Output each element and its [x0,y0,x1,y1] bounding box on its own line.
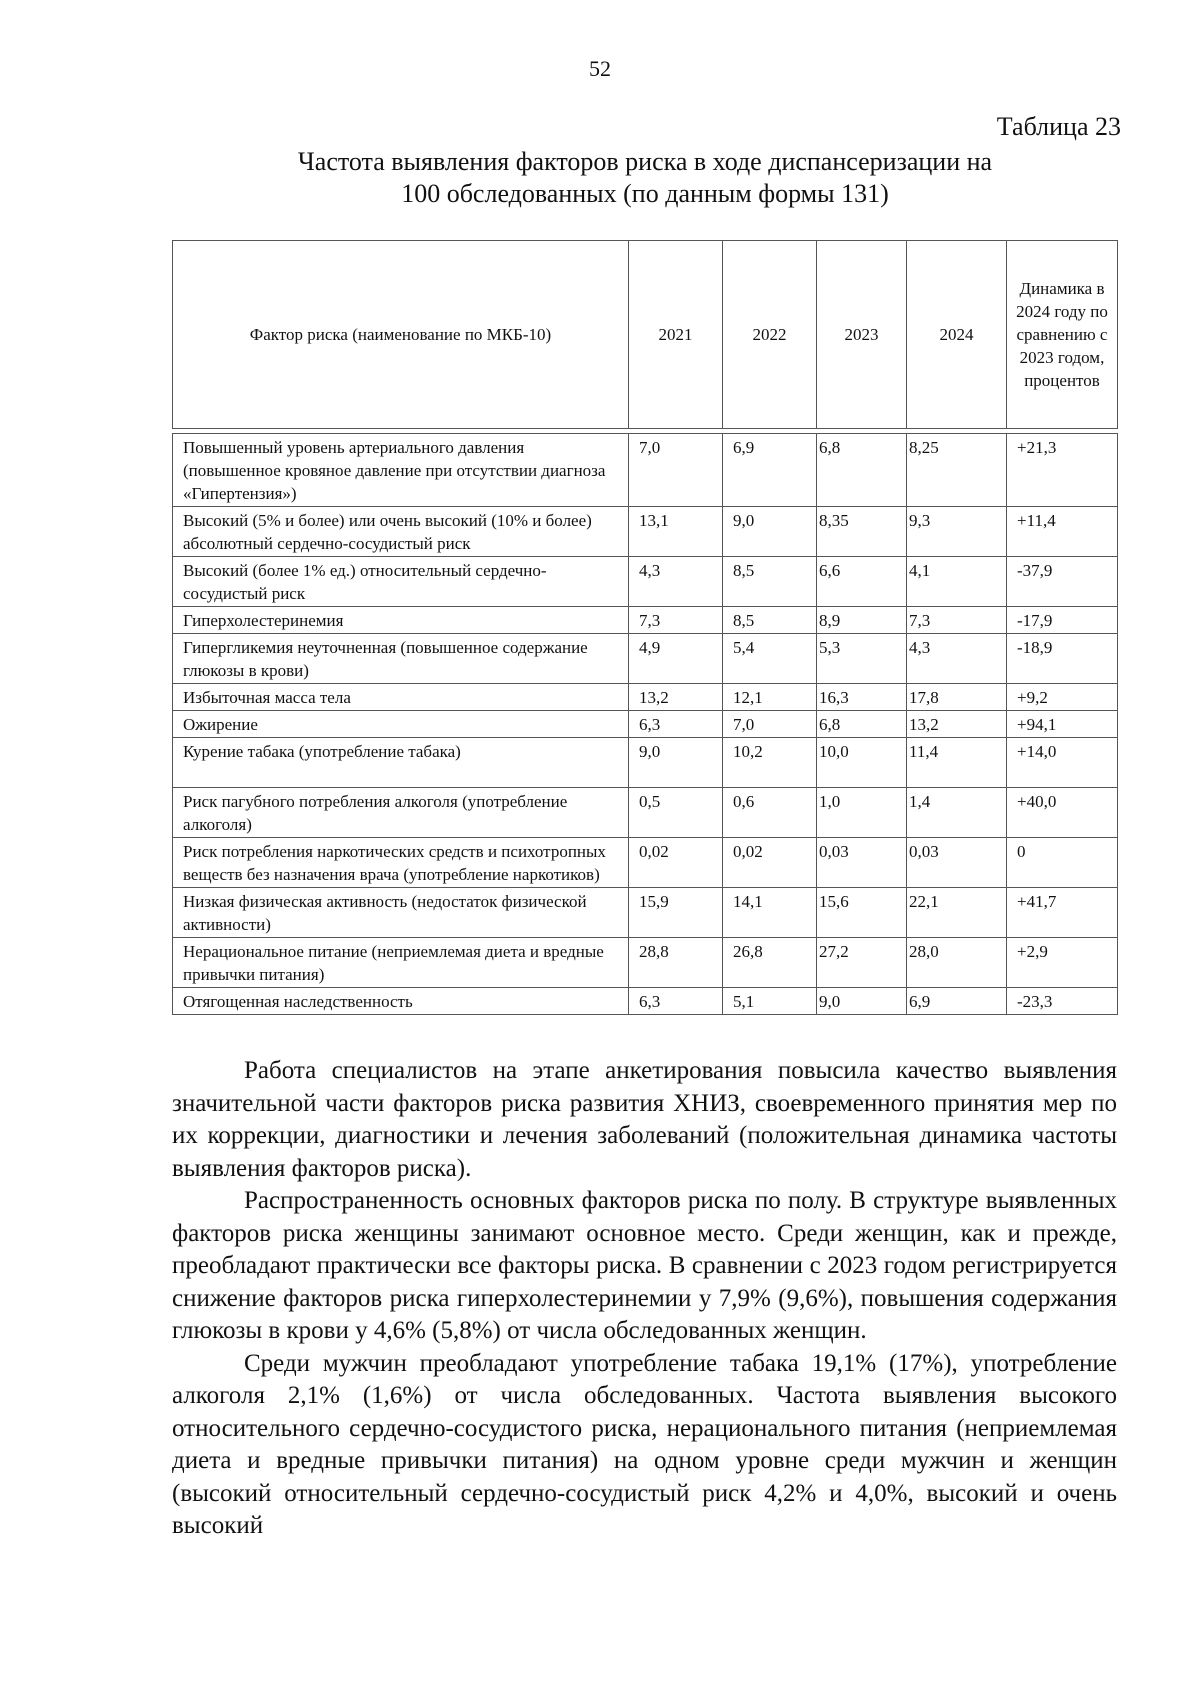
header-2022: 2022 [723,241,817,429]
value-2022-cell: 12,1 [723,684,817,711]
table-row [173,607,1118,634]
page-number: 52 [589,56,611,81]
dynamics-cell: +14,0 [1007,738,1118,788]
table-row [173,888,1118,938]
factor-cell: Низкая физическая активность (недостаток физической активности) [173,888,629,938]
dynamics-cell: +11,4 [1007,507,1118,557]
table-label: Таблица 23 [996,112,1121,141]
value-2022-cell: 0,6 [723,788,817,838]
value-2024-cell: 6,9 [907,988,1007,1015]
paragraph: Среди мужчин преобладают употребление табака 19,1% (17%), употребление алкоголя 2,1% (1,6%) от числа обследованных. Частота выявления высокого относительного сердечно-сосудистого риска, нерационального питания (неприемлемая диета и вредные привычки питания) на одном уровне среди мужчин и женщин (высокий относительный сердечно-сосудистый риск 4,2% и 4,0%, высокий и очень высокий [172,1349,1117,1539]
table-title-line-1: Частота выявления факторов риска в ходе диспансеризации на [297,147,993,176]
value-2024-cell: 4,3 [907,634,1007,684]
value-2022-cell: 6,9 [723,434,817,507]
dynamics-cell: 0 [1007,838,1118,888]
value-2022-cell: 8,5 [723,557,817,607]
factor-cell: Высокий (более 1% ед.) относительный сердечно-сосудистый риск [173,557,629,607]
factor-cell: Избыточная масса тела [173,684,629,711]
factor-cell: Риск пагубного потребления алкоголя (употребление алкоголя) [173,788,629,838]
factor-cell: Риск потребления наркотических средств и психотропных веществ без назначения врача (употребление наркотиков) [173,838,629,888]
value-2024-cell: 9,3 [907,507,1007,557]
dynamics-cell: +41,7 [1007,888,1118,938]
value-2023-cell: 0,03 [817,838,907,888]
table-row [173,788,1118,838]
value-2023-cell: 8,35 [817,507,907,557]
factor-cell: Гипергликемия неуточненная (повышенное содержание глюкозы в крови) [173,634,629,684]
value-2021-cell: 28,8 [629,938,723,988]
value-2022-cell: 0,02 [723,838,817,888]
value-2023-cell: 6,8 [817,711,907,738]
value-2021-cell: 7,0 [629,434,723,507]
factor-cell: Высокий (5% и более) или очень высокий (10% и более) абсолютный сердечно-сосудистый риск [173,507,629,557]
value-2024-cell: 0,03 [907,838,1007,888]
value-2021-cell: 4,3 [629,557,723,607]
dynamics-cell: -18,9 [1007,634,1118,684]
factor-cell: Повышенный уровень артериального давления (повышенное кровяное давление при отсутствии диагноза «Гипертензия») [173,434,629,507]
dynamics-cell: -23,3 [1007,988,1118,1015]
value-2024-cell: 11,4 [907,738,1007,788]
value-2024-cell: 13,2 [907,711,1007,738]
table-title [170,146,1120,210]
value-2024-cell: 22,1 [907,888,1007,938]
value-2021-cell: 9,0 [629,738,723,788]
value-2023-cell: 1,0 [817,788,907,838]
value-2021-cell: 4,9 [629,634,723,684]
table-row [173,684,1118,711]
value-2022-cell: 8,5 [723,607,817,634]
dynamics-cell: +2,9 [1007,938,1118,988]
factor-cell: Отягощенная наследственность [173,988,629,1015]
value-2021-cell: 13,2 [629,684,723,711]
header-2023: 2023 [817,241,907,429]
value-2024-cell: 1,4 [907,788,1007,838]
value-2024-cell: 17,8 [907,684,1007,711]
value-2022-cell: 14,1 [723,888,817,938]
header-2021: 2021 [629,241,723,429]
table-row [173,838,1118,888]
table-row [173,507,1118,557]
table-row [173,434,1118,507]
value-2023-cell: 9,0 [817,988,907,1015]
dynamics-cell: +94,1 [1007,711,1118,738]
value-2023-cell: 16,3 [817,684,907,711]
value-2021-cell: 6,3 [629,711,723,738]
value-2022-cell: 7,0 [723,711,817,738]
value-2023-cell: 6,6 [817,557,907,607]
table-row [173,988,1118,1015]
factor-cell: Нерациональное питание (неприемлемая диета и вредные привычки питания) [173,938,629,988]
value-2023-cell: 27,2 [817,938,907,988]
paragraph: Работа специалистов на этапе анкетирования повысила качество выявления значительной части факторов риска развития ХНИЗ, своевременного принятия мер по их коррекции, диагностики и лечения заболеваний (положительная динамика частоты выявления факторов риска). [172,1057,1117,1182]
value-2022-cell: 9,0 [723,507,817,557]
factor-cell: Курение табака (употребление табака) [173,738,629,788]
table-title-line-2: 100 обследованных (по данным формы 131) [401,179,889,208]
value-2024-cell: 8,25 [907,434,1007,507]
factor-cell: Гиперхолестеринемия [173,607,629,634]
value-2022-cell: 5,4 [723,634,817,684]
value-2022-cell: 26,8 [723,938,817,988]
value-2023-cell: 8,9 [817,607,907,634]
value-2022-cell: 10,2 [723,738,817,788]
value-2022-cell: 5,1 [723,988,817,1015]
value-2023-cell: 5,3 [817,634,907,684]
dynamics-cell: +40,0 [1007,788,1118,838]
paragraph: Распространенность основных факторов риска по полу. В структуре выявленных факторов риска женщины занимают основное место. Среди женщин, как и прежде, преобладают практически все факторы риска. В сравнении с 2023 годом регистрируется снижение факторов риска гиперхолестеринемии у 7,9% (9,6%), повышения содержания глюкозы в крови у 4,6% (5,8%) от числа обследованных женщин. [172,1187,1117,1344]
table-row [173,711,1118,738]
body-text [172,1055,1117,1543]
table-row [173,738,1118,788]
value-2021-cell: 6,3 [629,988,723,1015]
value-2023-cell: 6,8 [817,434,907,507]
table-row [173,634,1118,684]
header-factor: Фактор риска (наименование по МКБ-10) [173,241,629,429]
dynamics-cell: -37,9 [1007,557,1118,607]
value-2024-cell: 7,3 [907,607,1007,634]
value-2021-cell: 0,02 [629,838,723,888]
header-dynamics: Динамика в 2024 году по сравнению с 2023 годом, процентов [1007,241,1118,429]
value-2024-cell: 4,1 [907,557,1007,607]
dynamics-cell: -17,9 [1007,607,1118,634]
table-row [173,557,1118,607]
value-2021-cell: 0,5 [629,788,723,838]
value-2024-cell: 28,0 [907,938,1007,988]
table-row [173,938,1118,988]
dynamics-cell: +9,2 [1007,684,1118,711]
factor-cell: Ожирение [173,711,629,738]
value-2021-cell: 13,1 [629,507,723,557]
value-2023-cell: 10,0 [817,738,907,788]
value-2023-cell: 15,6 [817,888,907,938]
risk-factor-table [172,433,1118,1015]
value-2021-cell: 7,3 [629,607,723,634]
value-2021-cell: 15,9 [629,888,723,938]
header-2024: 2024 [907,241,1007,429]
dynamics-cell: +21,3 [1007,434,1118,507]
table-header [172,240,1118,429]
